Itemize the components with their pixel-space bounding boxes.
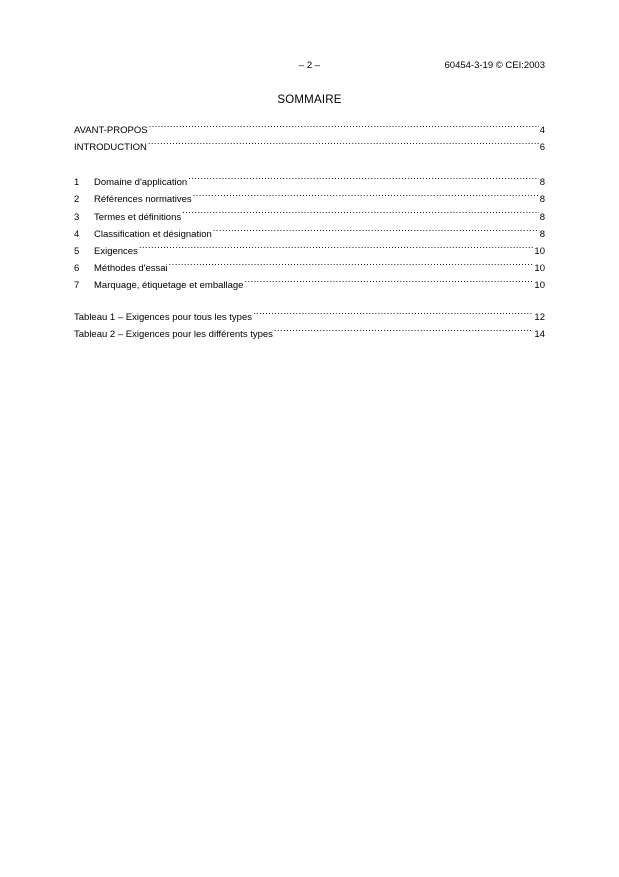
toc-entry-table-1[interactable] xyxy=(74,303,545,324)
toc-entry-number: 4 xyxy=(74,228,80,240)
toc-entry-label: Termes et définitions xyxy=(94,211,182,223)
toc-entry-label: Tableau 2 – Exigences pour les différents types xyxy=(74,329,273,341)
toc-entry-clause-1[interactable] xyxy=(74,168,545,189)
toc-clauses xyxy=(74,168,545,292)
toc-entry-number: 2 xyxy=(74,194,80,206)
page-header xyxy=(74,60,545,74)
toc-entry-label: Exigences xyxy=(94,245,138,257)
dot-leader xyxy=(253,303,533,320)
toc-entry-label: INTRODUCTION xyxy=(74,142,147,154)
dot-leader xyxy=(188,168,539,185)
dot-leader xyxy=(182,202,539,219)
toc-entry-label: Références normatives xyxy=(94,194,192,206)
toc-entry-number: 6 xyxy=(74,263,80,275)
toc-front-matter xyxy=(74,116,545,154)
toc-entry-number: 5 xyxy=(74,245,80,257)
dot-leader xyxy=(148,133,539,150)
toc-entry-page: 10 xyxy=(534,263,545,275)
dot-leader xyxy=(244,271,533,288)
toc-entry-page: 8 xyxy=(539,194,545,206)
toc-entry-page: 6 xyxy=(539,142,545,154)
toc-entry-number: 3 xyxy=(74,211,80,223)
toc-entry-label: Classification et désignation xyxy=(94,228,212,240)
toc-entry-label: Domaine d'application xyxy=(94,177,188,189)
dot-leader xyxy=(169,254,534,271)
toc-entry-number: 7 xyxy=(74,280,80,292)
toc-entry-page: 8 xyxy=(539,228,545,240)
dot-leader xyxy=(274,320,534,337)
toc-entry-page: 12 xyxy=(534,312,545,324)
dot-leader xyxy=(213,220,539,237)
toc-entry-clause-6[interactable] xyxy=(74,254,545,275)
toc-entry-page: 4 xyxy=(539,125,545,137)
dot-leader xyxy=(149,116,539,133)
toc-entry-label: Marquage, étiquetage et emballage xyxy=(94,280,244,292)
toc-entry-page: 8 xyxy=(539,177,545,189)
dot-leader xyxy=(193,185,539,202)
toc-entry-page: 10 xyxy=(534,280,545,292)
toc-entry-label: Tableau 1 – Exigences pour tous les types xyxy=(74,312,252,324)
toc-tables xyxy=(74,303,545,341)
toc-title: SOMMAIRE xyxy=(277,94,342,106)
document-reference: 60454-3-19 © CEI:2003 xyxy=(444,60,545,71)
toc-entry-page: 14 xyxy=(534,329,545,341)
toc-entry-label: Méthodes d'essai xyxy=(94,263,168,275)
page-number: – 2 – xyxy=(298,60,321,71)
toc-entry-clause-5[interactable] xyxy=(74,237,545,257)
toc-entry-number: 1 xyxy=(74,177,80,189)
toc-entry-page: 8 xyxy=(539,211,545,223)
toc-entry-label: AVANT-PROPOS xyxy=(74,125,148,137)
dot-leader xyxy=(139,237,534,254)
toc-entry-avant-propos[interactable] xyxy=(74,116,545,137)
toc-entry-page: 10 xyxy=(534,245,545,257)
